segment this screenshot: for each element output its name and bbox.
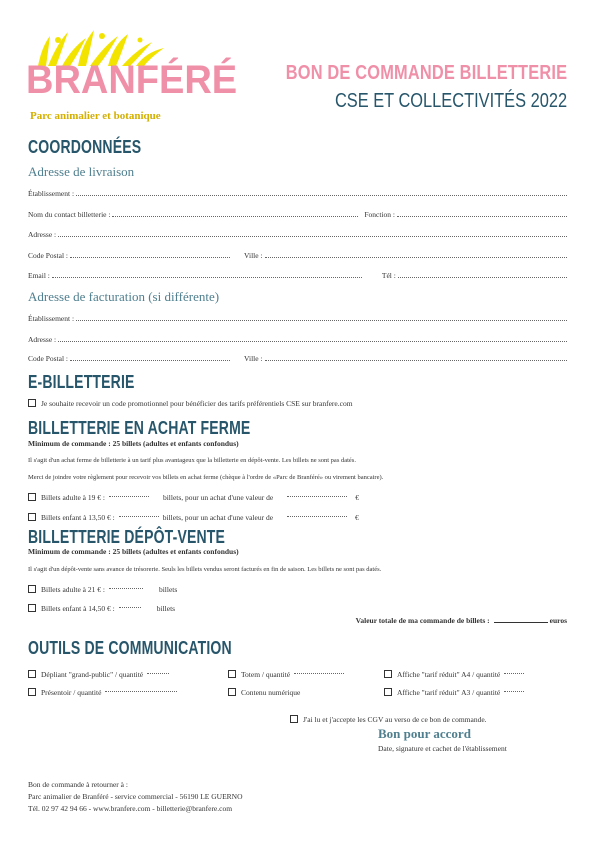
checkbox-code-promo[interactable]: [28, 399, 36, 407]
field-label: Adresse :: [28, 335, 57, 344]
field-nom-contact[interactable]: [28, 207, 567, 219]
quantity-input-line[interactable]: [119, 606, 141, 608]
quantity-input-line[interactable]: [109, 587, 143, 589]
minimum-order-text: Minimum de commande : 25 billets (adultes et enfants confondus): [28, 439, 239, 448]
signature-instructions: Date, signature et cachet de l'établissement: [378, 744, 507, 753]
checkbox-totem[interactable]: [228, 670, 236, 678]
checkbox-adulte-depot[interactable]: [28, 585, 36, 593]
section-title-outils: OUTILS DE COMMUNICATION: [28, 638, 232, 658]
field-label: Établissement :: [28, 189, 75, 198]
checkbox-presentoir[interactable]: [28, 688, 36, 696]
field-adresse-livraison[interactable]: [28, 227, 567, 239]
dotted-input-line[interactable]: [112, 215, 358, 217]
total-label: Valeur totale de ma commande de billets :: [355, 616, 490, 625]
billets-text: billets, pour un achat d'une valeur de: [162, 512, 274, 522]
order-row-enfant-depot[interactable]: [28, 602, 175, 614]
quantity-input-line[interactable]: [504, 690, 524, 692]
value-input-line[interactable]: [287, 515, 347, 517]
tool-label: Affiche "tarif réduit" A4 / quantité: [397, 669, 501, 679]
footer-contact: Tél. 02 97 42 94 66 - www.branfere.com - billetterie@branfere.com: [28, 804, 233, 813]
field-label: Ville :: [244, 354, 263, 363]
billets-text: billets: [156, 603, 176, 613]
section-title-achat-ferme: BILLETTERIE EN ACHAT FERME: [28, 418, 251, 438]
field-adresse-facturation[interactable]: [28, 332, 567, 344]
order-row-adulte-ferme[interactable]: [28, 491, 359, 503]
tool-label: Présentoir / quantité: [41, 687, 102, 697]
tool-row-contenu-numerique[interactable]: [228, 686, 300, 698]
field-etablissement-facturation[interactable]: [28, 311, 567, 323]
tool-row-affiche-a4[interactable]: [384, 668, 528, 680]
field-code-postal-ville[interactable]: [28, 248, 567, 260]
field-label: Adresse :: [28, 230, 57, 239]
logo-wordmark: BRANFÉRÉ: [26, 58, 238, 102]
euros-label: euros: [549, 616, 567, 625]
footer-address: Parc animalier de Branféré - service commercial - 56190 LE GUERNO: [28, 792, 243, 801]
dotted-input-line[interactable]: [397, 215, 567, 217]
checkbox-enfant-depot[interactable]: [28, 604, 36, 612]
field-label: Ville :: [244, 251, 263, 260]
quantity-input-line[interactable]: [294, 672, 344, 674]
tool-label: Totem / quantité: [241, 669, 291, 679]
quantity-input-line[interactable]: [119, 515, 159, 517]
dotted-input-line[interactable]: [58, 235, 567, 237]
tool-row-affiche-a3[interactable]: [384, 686, 528, 698]
info-text: Merci de joindre votre règlement pour recevoir vos billets en achat ferme (chèque à l'ordre de «Parc de Branféré» ou virement bancaire).: [28, 474, 384, 481]
order-label: Billets enfant à 13,50 € :: [41, 512, 115, 522]
dotted-input-line[interactable]: [398, 276, 567, 278]
checkbox-affiche-a3[interactable]: [384, 688, 392, 696]
quantity-input-line[interactable]: [109, 495, 149, 497]
quantity-input-line[interactable]: [105, 690, 177, 692]
field-label: Fonction :: [364, 210, 395, 219]
info-text: Il s'agit d'un dépôt-vente sans avance de trésorerie. Seuls les billets vendus seront facturés en fin de saison. Les billets ne sont pas datés.: [28, 566, 382, 573]
tool-row-depliant[interactable]: [28, 668, 173, 680]
footer-return-label: Bon de commande à retourner à :: [28, 780, 128, 789]
tool-row-presentoir[interactable]: [28, 686, 181, 698]
checkbox-adulte-ferme[interactable]: [28, 493, 36, 501]
dotted-input-line[interactable]: [70, 359, 230, 361]
euro-symbol: €: [355, 492, 359, 502]
dotted-input-line[interactable]: [70, 256, 230, 258]
subsection-title-livraison: Adresse de livraison: [28, 164, 135, 179]
field-code-postal-ville-facturation[interactable]: [28, 351, 567, 363]
tool-label: Dépliant "grand-public" / quantité: [41, 669, 144, 679]
checkbox-row-cgv[interactable]: [290, 713, 487, 725]
order-label: Billets enfant à 14,50 € :: [41, 603, 115, 613]
field-email-tel[interactable]: [28, 268, 567, 280]
dotted-input-line[interactable]: [76, 319, 567, 321]
dotted-input-line[interactable]: [52, 276, 362, 278]
dotted-input-line[interactable]: [58, 340, 567, 342]
order-label: Billets adulte à 21 € :: [41, 584, 105, 594]
checkbox-cgv[interactable]: [290, 715, 298, 723]
quantity-input-line[interactable]: [504, 672, 524, 674]
tool-label: Affiche "tarif réduit" A3 / quantité: [397, 687, 501, 697]
field-label: Tél :: [381, 271, 396, 280]
tool-row-totem[interactable]: [228, 668, 348, 680]
field-label: Nom du contact billetterie :: [28, 210, 111, 219]
minimum-order-text: Minimum de commande : 25 billets (adultes et enfants confondus): [28, 547, 239, 556]
billets-text: billets: [158, 584, 178, 594]
document-subtitle: CSE ET COLLECTIVITÉS 2022: [334, 90, 567, 112]
total-input-line[interactable]: [494, 622, 548, 623]
document-title: BON DE COMMANDE BILLETTERIE: [285, 62, 567, 84]
info-text: Il s'agit d'un achat ferme de billetterie à un tarif plus avantageux que la billetterie en dépôt-vente. Les billets ne sont pas datés.: [28, 457, 356, 464]
checkbox-contenu-numerique[interactable]: [228, 688, 236, 696]
value-input-line[interactable]: [287, 495, 347, 497]
checkbox-enfant-ferme[interactable]: [28, 513, 36, 521]
checkbox-label: Je souhaite recevoir un code promotionnel pour bénéficier des tarifs préférentiels CSE sur branfere.com: [41, 398, 353, 408]
cgv-label: J'ai lu et j'accepte les CGV au verso de ce bon de commande.: [303, 714, 487, 724]
billets-text: billets, pour un achat d'une valeur de: [162, 492, 274, 502]
field-label: Code Postal :: [28, 354, 69, 363]
subsection-title-facturation: Adresse de facturation (si différente): [28, 289, 220, 304]
logo-subtitle: Parc animalier et botanique: [30, 110, 161, 122]
checkbox-affiche-a4[interactable]: [384, 670, 392, 678]
section-title-depot-vente: BILLETTERIE DÉPÔT-VENTE: [28, 527, 226, 547]
tool-label: Contenu numérique: [241, 687, 301, 697]
dotted-input-line[interactable]: [76, 194, 567, 196]
section-title-coordonnees: COORDONNÉES: [28, 137, 142, 157]
euro-symbol: €: [355, 512, 359, 522]
bon-pour-accord-title: Bon pour accord: [378, 726, 471, 741]
order-row-adulte-depot[interactable]: [28, 583, 177, 595]
field-label: Email :: [28, 271, 50, 280]
section-title-ebilletterie: E-BILLETTERIE: [28, 372, 135, 392]
checkbox-depliant[interactable]: [28, 670, 36, 678]
order-label: Billets adulte à 19 € :: [41, 492, 105, 502]
total-order-row[interactable]: [356, 616, 567, 625]
order-row-enfant-ferme[interactable]: [28, 511, 359, 523]
dotted-input-line[interactable]: [265, 359, 567, 361]
quantity-input-line[interactable]: [147, 672, 169, 674]
field-etablissement-livraison[interactable]: [28, 186, 567, 198]
field-label: Établissement :: [28, 314, 75, 323]
dotted-input-line[interactable]: [265, 256, 567, 258]
checkbox-row-code-promo[interactable]: [28, 397, 353, 409]
field-label: Code Postal :: [28, 251, 69, 260]
